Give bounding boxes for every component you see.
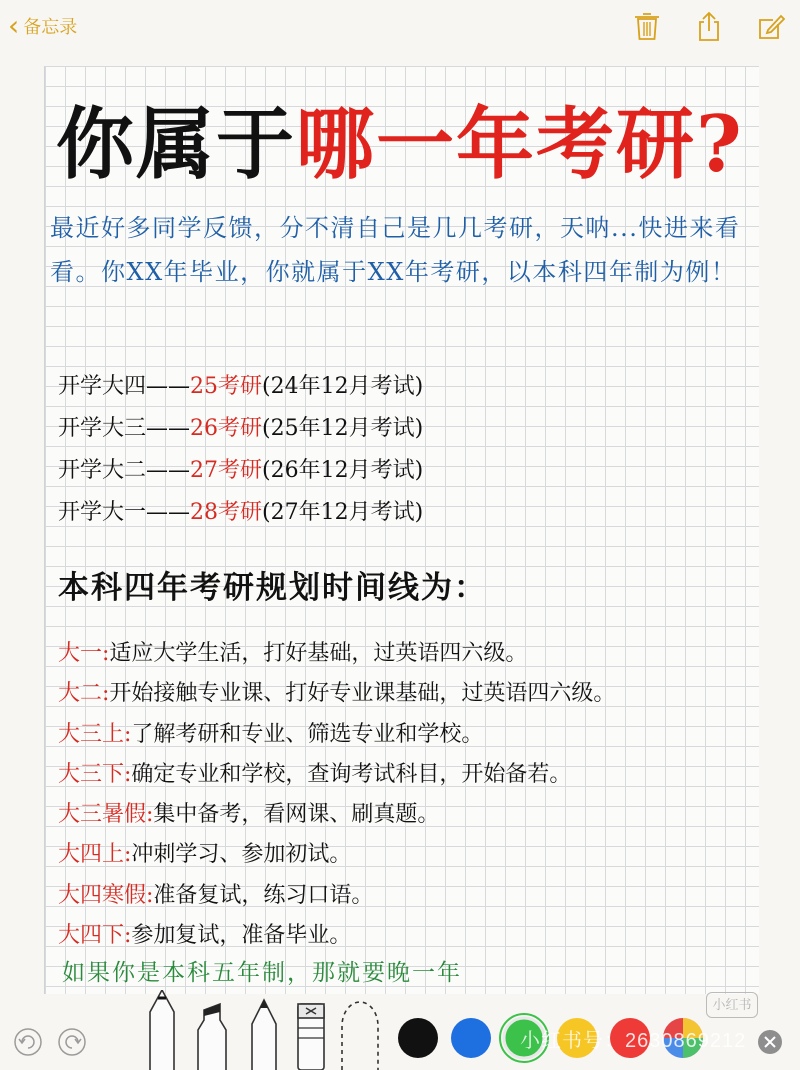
timeline-text: 确定专业和学校，查询考试科目，开始备若。 [131, 761, 572, 787]
timeline-row [58, 715, 615, 755]
timeline-heading: 本科四年考研规划时间线为： [58, 570, 487, 606]
timeline-list [58, 634, 615, 956]
year-row [58, 366, 423, 408]
timeline-row [58, 795, 615, 835]
timeline-text: 开始接触专业课、打好专业课基础，过英语四六级。 [109, 681, 616, 707]
year-row [58, 492, 423, 534]
year-exam: 25考研 [190, 374, 263, 399]
timeline-key: 大一: [58, 641, 110, 666]
title-black-part: 你属于 [56, 99, 297, 190]
year-prefix: 开学大四—— [58, 374, 191, 399]
timeline-text: 了解考研和专业、筛选专业和学校。 [131, 721, 484, 747]
year-prefix: 开学大二—— [58, 458, 191, 483]
timeline-row [58, 835, 615, 875]
timeline-row [58, 916, 615, 956]
timeline-key: 大二: [58, 681, 110, 707]
black-color-swatch[interactable] [398, 1018, 438, 1058]
undo-icon[interactable] [15, 1029, 41, 1055]
back-button[interactable] [8, 9, 78, 42]
share-icon[interactable] [694, 10, 724, 42]
watermark-logo: 小红书 [706, 992, 758, 1018]
pen-icon[interactable] [150, 990, 174, 1070]
year-suffix: (24年12月考试) [262, 374, 424, 399]
timeline-text: 适应大学生活，打好基础，过英语四六级。 [109, 641, 528, 666]
footer-note: 如果你是本科五年制，那就要晚一年 [62, 960, 462, 986]
timeline-key: 大四上: [58, 842, 132, 868]
eraser-icon[interactable] [298, 1004, 324, 1070]
watermark-text: 小红书号：2630869212 [520, 1030, 747, 1052]
pencil-icon[interactable] [252, 1000, 276, 1070]
year-prefix: 开学大三—— [58, 416, 191, 441]
timeline-text: 冲刺学习、参加初试。 [131, 842, 352, 868]
lasso-icon[interactable] [342, 1002, 378, 1070]
year-suffix: (27年12月考试) [262, 500, 424, 525]
trash-icon[interactable] [632, 10, 662, 42]
year-prefix: 开学大一—— [58, 500, 191, 525]
chevron-left-icon: ‹ [8, 9, 20, 42]
compose-icon[interactable] [756, 10, 786, 42]
timeline-key: 大四寒假: [58, 882, 154, 908]
timeline-row [58, 674, 615, 714]
timeline-text: 集中备考，看网课、刷真题。 [153, 802, 440, 828]
page-title [56, 82, 744, 194]
blue-color-swatch[interactable] [451, 1018, 491, 1058]
timeline-text: 参加复试，准备毕业。 [131, 923, 352, 949]
year-suffix: (25年12月考试) [262, 416, 424, 441]
timeline-key: 大三暑假: [58, 802, 154, 828]
redo-icon[interactable] [59, 1029, 85, 1055]
timeline-key: 大三下: [58, 761, 132, 787]
timeline-text: 准备复试，练习口语。 [153, 882, 374, 908]
top-navigation-bar [0, 0, 800, 58]
title-red-part: 哪一年考研? [296, 99, 744, 190]
year-row [58, 450, 423, 492]
year-exam: 28考研 [190, 500, 263, 525]
marker-icon[interactable] [198, 1004, 226, 1070]
timeline-key: 大三上: [58, 721, 132, 747]
timeline-row [58, 634, 615, 674]
timeline-row [58, 755, 615, 795]
timeline-row [58, 876, 615, 916]
back-label: 备忘录 [23, 17, 78, 37]
year-list [58, 366, 423, 534]
year-exam: 27考研 [190, 458, 263, 483]
year-suffix: (26年12月考试) [262, 458, 424, 483]
year-exam: 26考研 [190, 416, 263, 441]
intro-paragraph: 最近好多同学反馈，分不清自己是几几考研，天呐...快进来看看。你XX年毕业，你就属于XX年考研，以本科四年制为例！ [50, 214, 741, 286]
timeline-key: 大四下: [58, 923, 132, 949]
close-icon[interactable] [758, 1030, 782, 1054]
year-row [58, 408, 423, 450]
